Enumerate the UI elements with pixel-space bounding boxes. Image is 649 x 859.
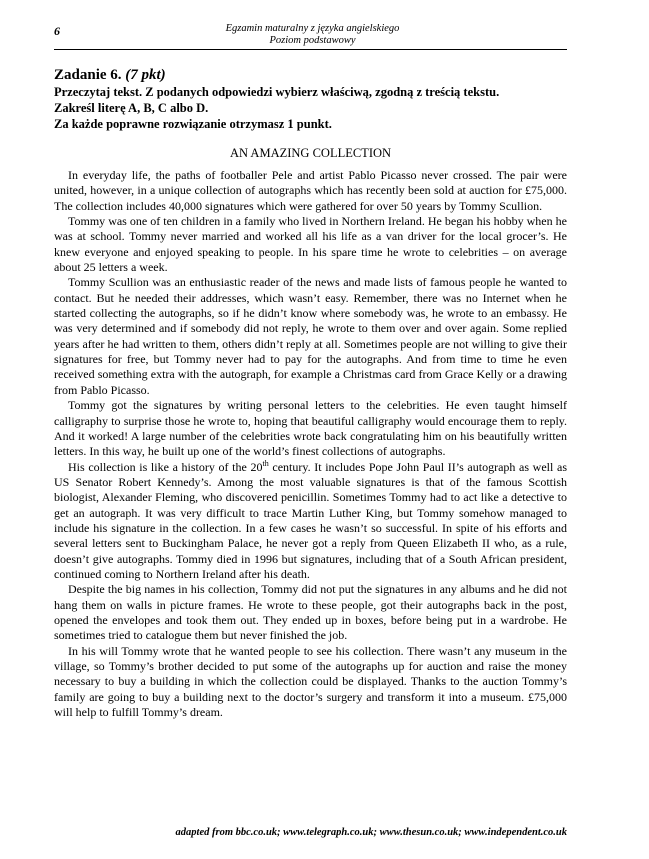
task-points: (7 pkt): [125, 67, 166, 83]
article-paragraph: Tommy got the signatures by writing personal letters to the celebrities. He even taught himself calligraphy to surprise those he wrote to, hoping that beautiful calligraphy would encourage them to reply. And it worked! A large number of the celebrities wrote back congratulating him on his beautifully written letters. In this way, he built up one of the world’s finest collections of autographs.: [54, 398, 567, 459]
instruction-line-3: Za każde poprawne rozwiązanie otrzymasz 1 punkt.: [54, 117, 332, 131]
article-paragraph: Tommy Scullion was an enthusiastic reader of the news and made lists of famous people he wanted to contact. But he needed their addresses, which wasn’t easy. Remember, there was no Internet when he started collecting the autographs, so if he didn’t know where somebody was, he wrote to an embassy. He was very determined and if somebody did not reply, he wrote to them over and over again. Some replied years after he had written to them, others didn’t reply at all. Sometimes people are not willing to give their signatures for free, but Tommy never had to pay for the autographs. And from time to time he even received something extra with the autograph, for example a Christmas card from Grace Kelly or a drawing from Pablo Picasso.: [54, 275, 567, 397]
article-body: [54, 168, 567, 720]
article-paragraph: [54, 460, 567, 583]
instruction-line-1: Przeczytaj tekst. Z podanych odpowiedzi wybierz właściwą, zgodną z treścią tekstu.: [54, 85, 500, 99]
task-title: Zadanie 6.: [54, 67, 122, 83]
article-paragraph: Tommy was one of ten children in a family who lived in Northern Ireland. He began his hobby when he was at school. Tommy never married and worked all his life as a van driver for the local grocer’s. He knew everyone and enjoyed speaking to people. In his spare time he wrote to celebrities – on average about 25 letters a week.: [54, 214, 567, 275]
header-divider: [54, 49, 567, 50]
paragraph-text: His collection is like a history of the 20: [68, 459, 263, 474]
instruction-line-2: Zakreśl literę A, B, C albo D.: [54, 101, 209, 115]
ordinal-suffix: th: [262, 458, 269, 468]
page-header: [60, 23, 565, 47]
exam-level: Poziom podstawowy: [269, 35, 356, 46]
task-heading: [54, 67, 567, 84]
source-citation: adapted from bbc.co.uk; www.telegraph.co.uk; www.thesun.co.uk; www.independent.co.uk: [175, 827, 567, 838]
article-paragraph: Despite the big names in his collection, Tommy did not put the signatures in any albums and he did not hang them on walls in picture frames. He wrote to these people, got their autographs back in the post, opened the envelopes and took them out. They ended up in boxes, before being put in a wardrobe. He sometimes tried to catalogue them but never finished the job.: [54, 582, 567, 643]
page-number: 6: [54, 24, 60, 38]
exam-title: Egzamin maturalny z języka angielskiego: [225, 23, 400, 34]
article-paragraph: In everyday life, the paths of footballer Pele and artist Pablo Picasso never crossed. The pair were united, however, in a unique collection of autographs which has recently been sold at auction for £75,000. The collection includes 40,000 signatures which were gathered for over 50 years by Tommy Scullion.: [54, 168, 567, 213]
task-block: [54, 67, 567, 132]
paragraph-text: century. It includes Pope John Paul II’s autograph as well as US Senator Robert Kennedy’s. Among the most valuable signatures is that of the famous Scottish biologist, Alexander Fleming, who discovered penicillin. Sometimes Tommy had to act like a detective to get an autograph. It was very difficult to trace Martin Luther King, but Tommy somehow managed to include his signature in the collection. In a few cases he wasn’t so successful. In spite of his efforts and several letters sent to Buckingham Palace, he never got a reply from Queen Elizabeth II who, as a rule, doesn’t give autographs. Tommy died in 1996 but signatures, including that of a South African president, continued coming to Northern Ireland after his death.: [54, 459, 567, 581]
article-paragraph: In his will Tommy wrote that he wanted people to see his collection. There wasn’t any museum in the village, so Tommy’s brother decided to put some of the autographs up for auction and raise the money necessary to buy a building in which the collection could be displayed. Thanks to the auction Tommy’s family are going to buy a building next to the doctor’s surgery and transform it into a museum. £75,000 will help to fulfill Tommy’s dream.: [54, 643, 567, 720]
article-title: AN AMAZING COLLECTION: [229, 146, 392, 160]
